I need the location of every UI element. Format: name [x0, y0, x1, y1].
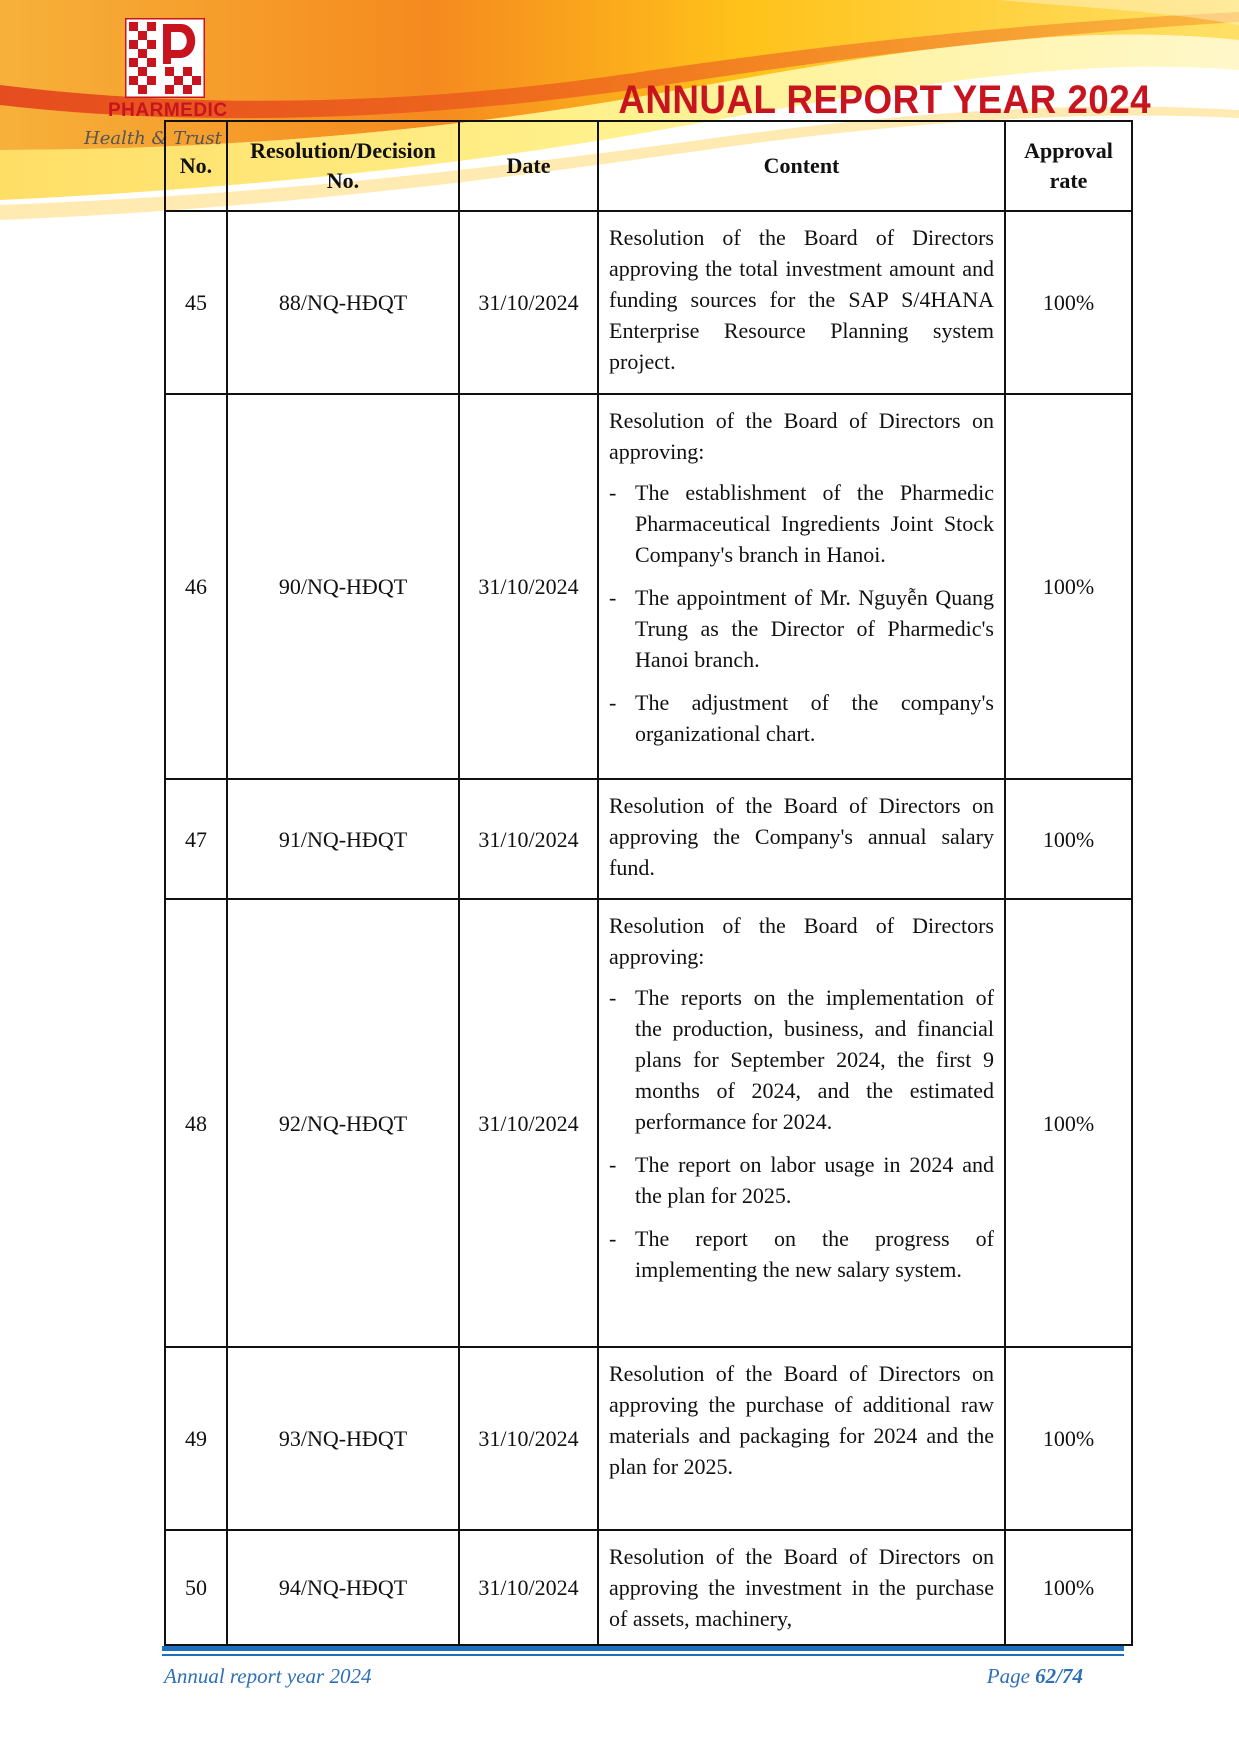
- cell-date: 31/10/2024: [459, 1530, 598, 1645]
- cell-content: [598, 1347, 1005, 1530]
- cell-date: 31/10/2024: [459, 899, 598, 1347]
- table-row: [165, 1347, 1132, 1530]
- table-row: [165, 1530, 1132, 1645]
- content-bullet: - The report on labor usage in 2024 and the plan for 2025.: [609, 1149, 994, 1211]
- cell-approval: 100%: [1005, 1347, 1132, 1530]
- content-intro: Resolution of the Board of Directors approving the total investment amount and funding sources for the SAP S/4HANA Enterprise Resource Planning system project.: [609, 225, 994, 374]
- cell-resolution: 88/NQ-HĐQT: [227, 211, 459, 394]
- report-title: ANNUAL REPORT YEAR 2024: [618, 78, 1151, 122]
- cell-resolution: 91/NQ-HĐQT: [227, 779, 459, 899]
- cell-date: 31/10/2024: [459, 394, 598, 779]
- cell-no: 48: [165, 899, 227, 1347]
- footer-report-name: Annual report year 2024: [164, 1664, 372, 1688]
- page-label: Page: [986, 1664, 1030, 1688]
- footer-rule-thin: [162, 1654, 1124, 1656]
- cell-resolution: 92/NQ-HĐQT: [227, 899, 459, 1347]
- table-row: [165, 779, 1132, 899]
- resolutions-table: [164, 120, 1133, 1646]
- content-intro: Resolution of the Board of Directors on approving the Company's annual salary fund.: [609, 793, 994, 880]
- footer-rule: [162, 1646, 1124, 1651]
- cell-content: [598, 779, 1005, 899]
- header-date: Date: [459, 121, 598, 211]
- content-bullet: - The reports on the implementation of the production, business, and financial plans for September 2024, the first 9 months of 2024, and the estimated performance for 2024.: [609, 982, 994, 1137]
- table-row: [165, 394, 1132, 779]
- table-header-row: [165, 121, 1132, 211]
- cell-no: 50: [165, 1530, 227, 1645]
- cell-no: 45: [165, 211, 227, 394]
- content-intro: Resolution of the Board of Directors on approving the purchase of additional raw materials and packaging for 2024 and the plan for 2025.: [609, 1361, 994, 1479]
- content-bullet: - The adjustment of the company's organizational chart.: [609, 687, 994, 749]
- table-row: [165, 211, 1132, 394]
- cell-resolution: 94/NQ-HĐQT: [227, 1530, 459, 1645]
- content-intro: Resolution of the Board of Directors approving:: [609, 913, 994, 969]
- cell-date: 31/10/2024: [459, 211, 598, 394]
- content-bullet: - The appointment of Mr. Nguyễn Quang Trung as the Director of Pharmedic's Hanoi branch.: [609, 582, 994, 675]
- content-bullets: [609, 982, 994, 1285]
- brand-name: PHARMEDIC: [108, 100, 228, 121]
- brand-slogan: Health & Trust: [84, 128, 222, 149]
- cell-approval: 100%: [1005, 1530, 1132, 1645]
- cell-approval: 100%: [1005, 779, 1132, 899]
- cell-content: [598, 1530, 1005, 1645]
- cell-content: [598, 394, 1005, 779]
- cell-approval: 100%: [1005, 394, 1132, 779]
- cell-approval: 100%: [1005, 211, 1132, 394]
- cell-content: [598, 899, 1005, 1347]
- cell-date: 31/10/2024: [459, 1347, 598, 1530]
- footer-page-number: [987, 1664, 1083, 1689]
- header-resolution: Resolution/Decision No.: [227, 121, 459, 211]
- cell-no: 49: [165, 1347, 227, 1530]
- cell-no: 47: [165, 779, 227, 899]
- content-intro: Resolution of the Board of Directors on approving:: [609, 408, 994, 464]
- table-row: [165, 899, 1132, 1347]
- cell-resolution: 93/NQ-HĐQT: [227, 1347, 459, 1530]
- pharmedic-logo: [125, 18, 205, 98]
- content-bullet: - The establishment of the Pharmedic Pharmaceutical Ingredients Joint Stock Company's branch in Hanoi.: [609, 477, 994, 570]
- content-bullet: - The report on the progress of implementing the new salary system.: [609, 1223, 994, 1285]
- cell-resolution: 90/NQ-HĐQT: [227, 394, 459, 779]
- cell-approval: 100%: [1005, 899, 1132, 1347]
- header-content: Content: [598, 121, 1005, 211]
- cell-no: 46: [165, 394, 227, 779]
- content-bullets: [609, 477, 994, 749]
- header-approval: Approval rate: [1005, 121, 1132, 211]
- page-number: 62/74: [1035, 1664, 1083, 1688]
- content-intro: Resolution of the Board of Directors on approving the investment in the purchase of assets, machinery,: [609, 1544, 994, 1631]
- header-no: No.: [165, 121, 227, 211]
- cell-content: [598, 211, 1005, 394]
- cell-date: 31/10/2024: [459, 779, 598, 899]
